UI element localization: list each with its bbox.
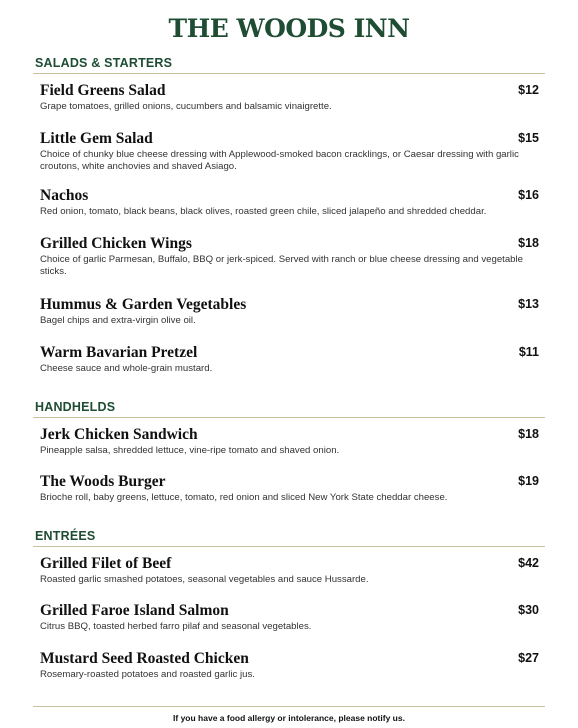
salads-items [33,82,545,392]
item-description: Brioche roll, baby greens, lettuce, tomato, red onion and sliced New York State cheddar cheese. [40,492,448,503]
menu-item [40,130,545,173]
section-handhelds [33,400,545,418]
section-heading: ENTRÉES [33,529,545,547]
menu-item [40,426,545,457]
menu-item [40,602,545,633]
item-price: $18 [518,236,539,250]
menu-item [40,187,545,218]
item-name: Warm Bavarian Pretzel [40,344,198,361]
menu-item [40,555,545,586]
item-price: $12 [518,83,539,97]
item-price: $16 [518,188,539,202]
item-name: Little Gem Salad [40,130,153,147]
section-heading: HANDHELDS [33,400,545,418]
menu-title: THE WOODS INN [168,14,410,43]
item-name: Nachos [40,187,89,204]
menu-item [40,82,545,113]
item-name: Hummus & Garden Vegetables [40,296,247,313]
item-name: Jerk Chicken Sandwich [40,426,198,443]
item-description: Choice of chunky blue cheese dressing with Applewood-smoked bacon cracklings, or Caesar dressing with garlic croutons, white anchovies and shaved Asiago. [40,149,519,172]
menu-item [40,296,545,327]
section-entrees [33,529,545,547]
allergy-notice: If you have a food allergy or intolerance, please notify us. [173,713,405,723]
menu-item [40,344,545,375]
item-description: Grape tomatoes, grilled onions, cucumbers and balsamic vinaigrette. [40,101,332,112]
item-price: $13 [518,297,539,311]
item-price: $11 [518,345,539,359]
item-description: Red onion, tomato, black beans, black olives, roasted green chile, sliced jalapeño and shredded cheddar. [40,206,487,217]
item-description: Bagel chips and extra-virgin olive oil. [40,315,196,326]
item-description: Cheese sauce and whole-grain mustard. [40,363,213,374]
entrees-items [33,555,545,695]
item-price: $27 [518,651,539,665]
item-description: Roasted garlic smashed potatoes, seasonal vegetables and sauce Hussarde. [40,574,369,585]
item-name: Mustard Seed Roasted Chicken [40,650,249,667]
item-price: $15 [518,131,539,145]
item-description: Pineapple salsa, shredded lettuce, vine-ripe tomato and shaved onion. [40,445,340,456]
item-description: Citrus BBQ, toasted herbed farro pilaf and seasonal vegetables. [40,621,312,632]
handhelds-items [33,426,545,526]
item-description: Rosemary-roasted potatoes and roasted garlic jus. [40,669,255,680]
menu-item [40,235,545,278]
item-price: $18 [518,427,539,441]
item-name: Field Greens Salad [40,82,166,99]
menu-item [40,473,545,504]
item-name: Grilled Filet of Beef [40,555,172,572]
item-name: The Woods Burger [40,473,166,490]
item-price: $42 [518,556,539,570]
footer-divider [33,706,545,707]
item-name: Grilled Chicken Wings [40,235,192,252]
item-price: $30 [518,603,539,617]
item-price: $19 [518,474,539,488]
section-salads-starters [33,56,545,74]
item-description: Choice of garlic Parmesan, Buffalo, BBQ or jerk-spiced. Served with ranch or blue cheese dressing and vegetable sticks. [40,254,523,277]
menu-item [40,650,545,681]
item-name: Grilled Faroe Island Salmon [40,602,229,619]
section-heading: SALADS & STARTERS [33,56,545,74]
